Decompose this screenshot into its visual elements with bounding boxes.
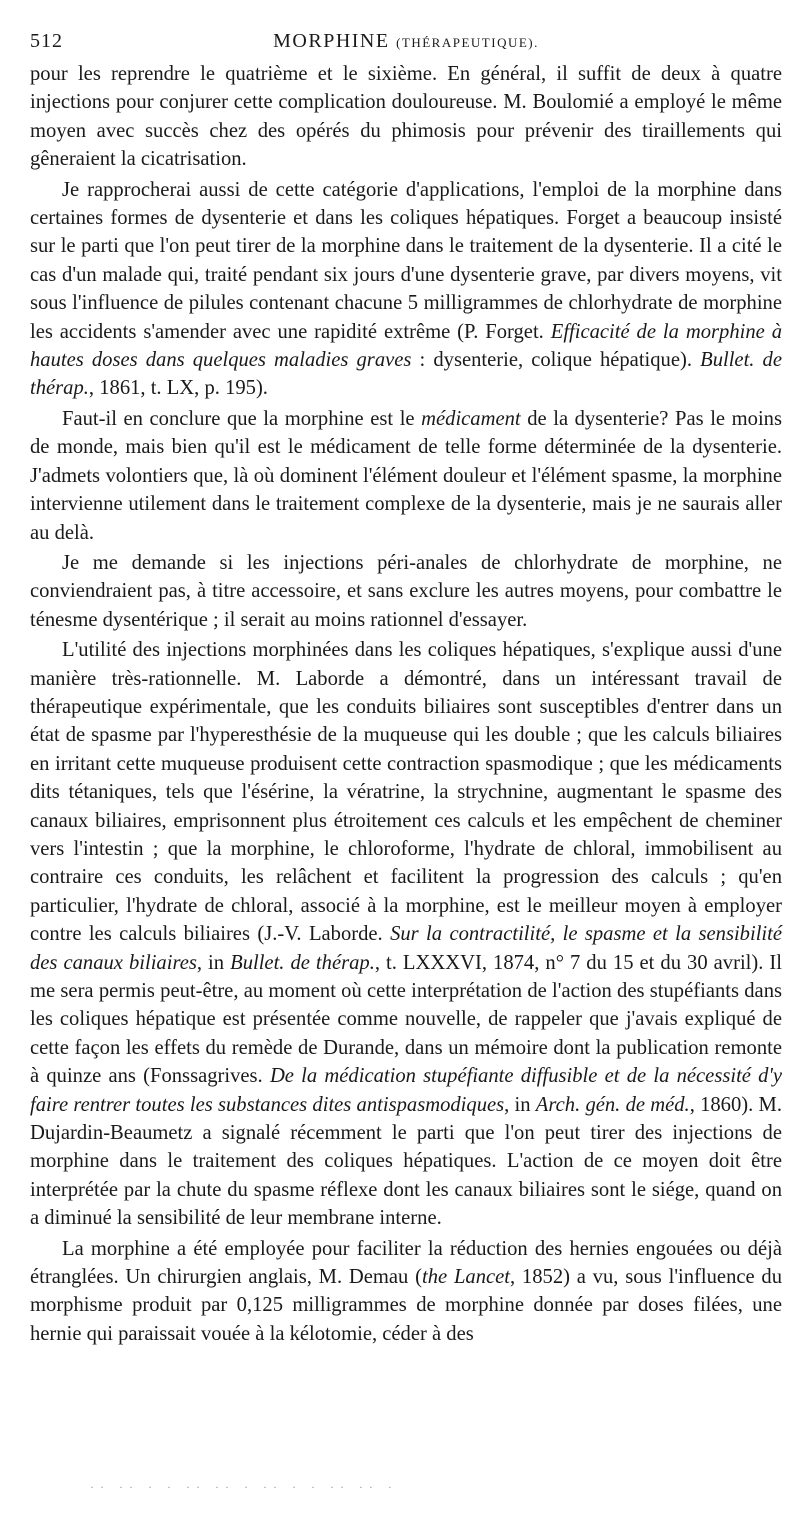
text-run: , in (196, 951, 231, 974)
text-run: : dysenterie, colique hépatique). (411, 349, 701, 372)
page (30, 26, 782, 1348)
italic-text: médicament (421, 407, 521, 430)
text-run: de la dysenterie? Pas le moins de monde, mais bien qu'il est le médicament de telle forme déterminée de la dysenterie. J'admets volontiers que, là où dominent l'élément douleur et l'élément spasme, la morphine intervienne utilement dans le traitement complexe de la dysenterie, mais je ne saurais aller au delà. (30, 407, 782, 544)
italic-text: Sur la contractilité, le spasme et la sensibilité des canaux biliaires (30, 923, 783, 974)
running-head (30, 26, 782, 58)
body-text (30, 60, 782, 1348)
text-run: La morphine a été employée pour faciliter la réduction des hernies engouées ou déjà étranglées. Un chirurgien anglais, M. Demau ( (30, 1237, 782, 1289)
text-run: , in (504, 1093, 536, 1116)
page-number: 512 (30, 30, 63, 52)
running-head-subtitle: (THÉRAPEUTIQUE). (396, 35, 539, 50)
italic-text: Bullet. de thérap. (230, 951, 375, 974)
text-run: pour les reprendre le quatrième et le sixième. En général, il suffit de deux à quatre injections pour conjurer cette complication douloureuse. M. Boulomié a employé le même moyen avec succès chez des opérés du phimosis pour prévenir des tiraillements qui gêneraient la cicatrisation. (30, 63, 782, 171)
text-run: Je rapprocherai aussi de cette catégorie d'applications, l'emploi de la morphine dans certaines formes de dysenterie et dans les coliques hépatiques. Forget a beaucoup insisté sur le parti que l'on peut tirer de la morphine dans le traitement de la dysenterie. Il a cité le cas d'un malade qui, traité pendant six jours d'une dysenterie grave, par divers moyens, vit sous l'influence de pilules contenant chacune 5 milligrammes de chlorhydrate de morphine les accidents s'amender avec une rapidité extrême (P. Forget. (30, 178, 782, 343)
footer-noise: ·· ·· · · ·· ·· · ·· · · ·· ·· · (90, 1480, 398, 1494)
paragraph (30, 1235, 782, 1349)
italic-text: the Lancet (422, 1266, 510, 1289)
text-run: , 1852) a vu, sous l'influence du morphisme produit par 0,125 milligrammes de morphine donnée par doses filées, une hernie qui paraissait vouée à la kélotomie, céder à des (30, 1266, 783, 1345)
text-run: , 1861, t. LX, p. 195). (88, 377, 268, 400)
text-run: , t. LXXXVI, 1874, n° 7 du 15 et du 30 avril). Il me sera permis peut-être, au moment où cette interprétation de l'action des stupéfiants dans les coliques hépatique est présentée comme nouvelle, de rappeler que j'avais expliqué de cette façon les effets du remède de Durande, dans un mémoire dont la publication remonte à quinze ans (Fonssagrives. (30, 951, 783, 1088)
italic-text: Arch. gén. de méd. (535, 1093, 690, 1116)
text-run: L'utilité des injections morphinées dans les coliques hépatiques, s'explique aussi d'une manière très-rationnelle. M. Laborde a démontré, dans un intéressant travail de thérapeutique expérimentale, que les conduits biliaires sont susceptibles d'entrer dans un état de spasme par l'hyperesthésie de la muqueuse qui les double ; que les calculs biliaires en irritant cette muqueuse produisent cette contraction spasmodique ; que les médicaments dits tétaniques, tels que l'ésérine, la vératrine, la strychnine, augmentant le spasme des canaux biliaires, emprisonnent plus étroitement ces calculs et les empêchent de cheminer vers l'intestin ; que la morphine, le chloroforme, l'hydrate de chloral, immobilisent au contraire ces conduits, les relâchent et facilitent la progression des calculs ; qu'en particulier, l'hydrate de chloral, associé à la morphine, est le meilleur moyen à employer contre les calculs biliaires (J.-V. Laborde. (30, 639, 782, 946)
paragraph (30, 176, 782, 403)
italic-text: Efficacité de la morphine à hautes doses dans quelques maladies graves (30, 320, 782, 372)
text-run: Je me demande si les injections péri-anales de chlorhydrate de morphine, ne conviendraient pas, à titre accessoire, et sans exclure les autres moyens, pour combattre le ténesme dysentérique ; il serait au moins rationnel d'essayer. (30, 551, 782, 631)
text-run: , 1860). M. Dujardin-Beaumetz a signalé récemment le parti que l'on peut tirer des injections de morphine dans le traitement des coliques hépatiques. L'action de ce moyen doit être interprétée par la chute du spasme réflexe dont les canaux biliaires sont le siége, quand on a diminué la sensibilité de leur membrane interne. (30, 1093, 782, 1230)
paragraph (30, 549, 782, 634)
text-run: Faut-il en conclure que la morphine est le (62, 407, 422, 430)
running-head-title: MORPHINE (273, 30, 390, 52)
italic-text: De la médication stupéfiante diffusible et de la nécessité d'y faire rentrer toutes les substances dites antispasmodiques (30, 1065, 782, 1116)
paragraph (30, 405, 782, 547)
italic-text: Bullet. de thérap. (30, 349, 782, 400)
paragraph (30, 60, 782, 174)
page-header (30, 26, 782, 56)
paragraph (30, 636, 782, 1233)
